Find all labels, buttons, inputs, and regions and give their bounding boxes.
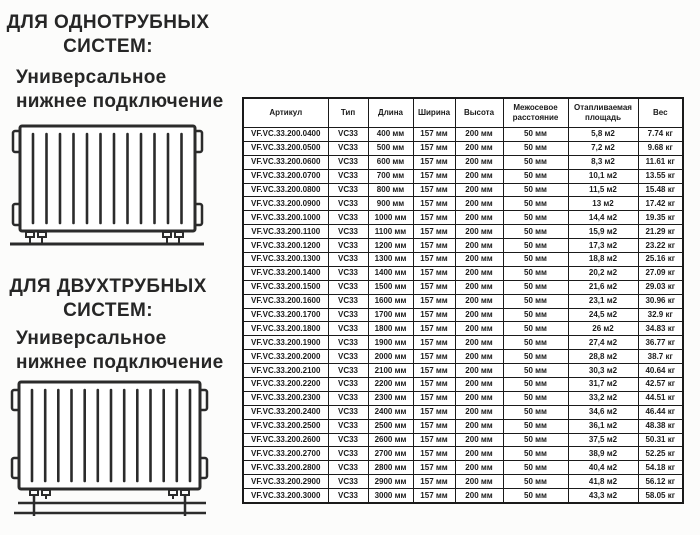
cell-heated-area: 33,2 м2 [568,391,638,405]
cell-article: VF.VC.33.200.1800 [243,322,328,336]
cell-weight: 34.83 кг [638,322,683,336]
cell-article: VF.VC.33.200.2000 [243,350,328,364]
cell-weight: 36.77 кг [638,336,683,350]
cell-heated-area: 17,3 м2 [568,239,638,253]
table-row [243,155,683,169]
cell-width: 157 мм [413,253,455,267]
cell-article: VF.VC.33.200.2800 [243,461,328,475]
single-pipe-subheading [16,66,236,114]
cell-axial-distance: 50 мм [503,294,568,308]
col-header-heated-area: Отапливаемая площадь [568,98,638,128]
radiator-two-pipe-diagram-icon [8,377,218,519]
two-pipe-subheading-line1: Универсальное [16,328,167,349]
table-row [243,350,683,364]
cell-type: VC33 [328,280,368,294]
cell-height: 200 мм [455,405,503,419]
cell-height: 200 мм [455,197,503,211]
cell-heated-area: 31,7 м2 [568,378,638,392]
cell-heated-area: 14,4 м2 [568,211,638,225]
cell-length: 2500 мм [368,419,413,433]
table-row [243,239,683,253]
cell-type: VC33 [328,169,368,183]
cell-heated-area: 38,9 м2 [568,447,638,461]
cell-heated-area: 24,5 м2 [568,308,638,322]
cell-height: 200 мм [455,225,503,239]
cell-length: 2800 мм [368,461,413,475]
cell-width: 157 мм [413,336,455,350]
cell-weight: 32.9 кг [638,308,683,322]
cell-article: VF.VC.33.200.2100 [243,364,328,378]
cell-height: 200 мм [455,475,503,489]
cell-axial-distance: 50 мм [503,155,568,169]
table-row [243,378,683,392]
cell-axial-distance: 50 мм [503,447,568,461]
table-row [243,461,683,475]
cell-heated-area: 18,8 м2 [568,253,638,267]
cell-length: 500 мм [368,141,413,155]
cell-axial-distance: 50 мм [503,197,568,211]
cell-length: 1400 мм [368,266,413,280]
cell-axial-distance: 50 мм [503,461,568,475]
cell-length: 1900 мм [368,336,413,350]
cell-width: 157 мм [413,433,455,447]
cell-type: VC33 [328,294,368,308]
cell-height: 200 мм [455,141,503,155]
cell-article: VF.VC.33.200.3000 [243,489,328,503]
cell-weight: 17.42 кг [638,197,683,211]
cell-width: 157 мм [413,391,455,405]
two-pipe-heading-line2: СИСТЕМ: [63,300,153,321]
cell-length: 2700 мм [368,447,413,461]
cell-article: VF.VC.33.200.1400 [243,266,328,280]
cell-width: 157 мм [413,447,455,461]
cell-type: VC33 [328,308,368,322]
cell-axial-distance: 50 мм [503,128,568,142]
col-header-type: Тип [328,98,368,128]
cell-width: 157 мм [413,141,455,155]
cell-height: 200 мм [455,447,503,461]
cell-weight: 11.61 кг [638,155,683,169]
cell-axial-distance: 50 мм [503,364,568,378]
cell-article: VF.VC.33.200.0700 [243,169,328,183]
cell-type: VC33 [328,141,368,155]
cell-type: VC33 [328,266,368,280]
cell-type: VC33 [328,183,368,197]
table-row [243,128,683,142]
cell-width: 157 мм [413,322,455,336]
cell-height: 200 мм [455,336,503,350]
cell-article: VF.VC.33.200.0600 [243,155,328,169]
cell-width: 157 мм [413,475,455,489]
cell-length: 1700 мм [368,308,413,322]
cell-width: 157 мм [413,294,455,308]
radiator-single-pipe-diagram-icon [8,114,218,250]
cell-article: VF.VC.33.200.0500 [243,141,328,155]
cell-weight: 7.74 кг [638,128,683,142]
cell-axial-distance: 50 мм [503,322,568,336]
cell-heated-area: 30,3 м2 [568,364,638,378]
cell-axial-distance: 50 мм [503,405,568,419]
cell-width: 157 мм [413,239,455,253]
cell-weight: 27.09 кг [638,266,683,280]
cell-article: VF.VC.33.200.0400 [243,128,328,142]
cell-weight: 29.03 кг [638,280,683,294]
cell-height: 200 мм [455,378,503,392]
cell-width: 157 мм [413,155,455,169]
cell-article: VF.VC.33.200.1700 [243,308,328,322]
cell-width: 157 мм [413,128,455,142]
cell-height: 200 мм [455,253,503,267]
col-header-axial-distance: Межосевое расстояние [503,98,568,128]
cell-type: VC33 [328,475,368,489]
cell-weight: 48.38 кг [638,419,683,433]
table-row [243,183,683,197]
two-pipe-subheading [16,327,236,375]
cell-type: VC33 [328,391,368,405]
cell-weight: 46.44 кг [638,405,683,419]
cell-width: 157 мм [413,364,455,378]
cell-length: 3000 мм [368,489,413,503]
cell-type: VC33 [328,447,368,461]
cell-weight: 50.31 кг [638,433,683,447]
table-row [243,211,683,225]
cell-length: 2600 мм [368,433,413,447]
cell-heated-area: 43,3 м2 [568,489,638,503]
cell-axial-distance: 50 мм [503,225,568,239]
cell-axial-distance: 50 мм [503,378,568,392]
table-row [243,294,683,308]
cell-height: 200 мм [455,183,503,197]
cell-type: VC33 [328,155,368,169]
table-row [243,266,683,280]
two-pipe-heading [2,275,214,323]
cell-length: 1300 мм [368,253,413,267]
cell-axial-distance: 50 мм [503,169,568,183]
cell-type: VC33 [328,239,368,253]
cell-length: 900 мм [368,197,413,211]
cell-height: 200 мм [455,294,503,308]
cell-axial-distance: 50 мм [503,419,568,433]
single-pipe-heading-line1: ДЛЯ ОДНОТРУБНЫХ [6,12,210,33]
cell-width: 157 мм [413,489,455,503]
cell-article: VF.VC.33.200.2600 [243,433,328,447]
cell-width: 157 мм [413,211,455,225]
cell-weight: 54.18 кг [638,461,683,475]
cell-height: 200 мм [455,489,503,503]
cell-article: VF.VC.33.200.1500 [243,280,328,294]
cell-height: 200 мм [455,419,503,433]
cell-article: VF.VC.33.200.2500 [243,419,328,433]
cell-weight: 9.68 кг [638,141,683,155]
cell-width: 157 мм [413,266,455,280]
cell-type: VC33 [328,378,368,392]
cell-heated-area: 5,8 м2 [568,128,638,142]
cell-type: VC33 [328,197,368,211]
cell-height: 200 мм [455,308,503,322]
cell-type: VC33 [328,489,368,503]
cell-type: VC33 [328,405,368,419]
cell-height: 200 мм [455,433,503,447]
cell-axial-distance: 50 мм [503,183,568,197]
cell-width: 157 мм [413,225,455,239]
cell-width: 157 мм [413,461,455,475]
table-row [243,225,683,239]
cell-heated-area: 20,2 м2 [568,266,638,280]
col-header-article: Артикул [243,98,328,128]
cell-heated-area: 37,5 м2 [568,433,638,447]
cell-heated-area: 34,6 м2 [568,405,638,419]
cell-article: VF.VC.33.200.1000 [243,211,328,225]
cell-weight: 58.05 кг [638,489,683,503]
cell-height: 200 мм [455,155,503,169]
cell-weight: 40.64 кг [638,364,683,378]
table-row [243,322,683,336]
cell-heated-area: 28,8 м2 [568,350,638,364]
cell-height: 200 мм [455,211,503,225]
cell-height: 200 мм [455,461,503,475]
cell-height: 200 мм [455,364,503,378]
cell-article: VF.VC.33.200.2400 [243,405,328,419]
cell-heated-area: 15,9 м2 [568,225,638,239]
cell-article: VF.VC.33.200.1100 [243,225,328,239]
table-row [243,308,683,322]
cell-heated-area: 36,1 м2 [568,419,638,433]
table-row [243,364,683,378]
cell-height: 200 мм [455,350,503,364]
col-header-weight: Вес [638,98,683,128]
cell-axial-distance: 50 мм [503,489,568,503]
cell-length: 2300 мм [368,391,413,405]
col-header-width: Ширина [413,98,455,128]
cell-length: 800 мм [368,183,413,197]
cell-article: VF.VC.33.200.0800 [243,183,328,197]
cell-axial-distance: 50 мм [503,308,568,322]
table-row [243,433,683,447]
table-row [243,253,683,267]
cell-height: 200 мм [455,266,503,280]
cell-article: VF.VC.33.200.2300 [243,391,328,405]
cell-weight: 25.16 кг [638,253,683,267]
cell-weight: 21.29 кг [638,225,683,239]
cell-axial-distance: 50 мм [503,336,568,350]
two-pipe-heading-line1: ДЛЯ ДВУХТРУБНЫХ [9,276,207,297]
cell-type: VC33 [328,128,368,142]
cell-height: 200 мм [455,169,503,183]
cell-length: 400 мм [368,128,413,142]
cell-width: 157 мм [413,419,455,433]
table-row [243,489,683,503]
cell-weight: 23.22 кг [638,239,683,253]
cell-type: VC33 [328,225,368,239]
cell-axial-distance: 50 мм [503,433,568,447]
cell-axial-distance: 50 мм [503,211,568,225]
cell-article: VF.VC.33.200.2200 [243,378,328,392]
cell-weight: 42.57 кг [638,378,683,392]
cell-heated-area: 41,8 м2 [568,475,638,489]
cell-article: VF.VC.33.200.1600 [243,294,328,308]
cell-article: VF.VC.33.200.0900 [243,197,328,211]
table-row [243,169,683,183]
cell-width: 157 мм [413,378,455,392]
table-header-row [243,98,683,128]
cell-width: 157 мм [413,308,455,322]
cell-length: 1600 мм [368,294,413,308]
cell-type: VC33 [328,419,368,433]
cell-weight: 19.35 кг [638,211,683,225]
cell-length: 2000 мм [368,350,413,364]
cell-height: 200 мм [455,280,503,294]
cell-axial-distance: 50 мм [503,391,568,405]
table-row [243,447,683,461]
cell-height: 200 мм [455,322,503,336]
cell-axial-distance: 50 мм [503,266,568,280]
cell-width: 157 мм [413,197,455,211]
cell-heated-area: 26 м2 [568,322,638,336]
cell-article: VF.VC.33.200.2700 [243,447,328,461]
cell-type: VC33 [328,350,368,364]
cell-height: 200 мм [455,391,503,405]
single-pipe-subheading-line2: нижнее подключение [16,91,224,112]
cell-weight: 38.7 кг [638,350,683,364]
cell-axial-distance: 50 мм [503,253,568,267]
cell-height: 200 мм [455,239,503,253]
cell-length: 600 мм [368,155,413,169]
table-row [243,280,683,294]
cell-heated-area: 13 м2 [568,197,638,211]
single-pipe-heading [2,11,214,59]
table-row [243,391,683,405]
cell-type: VC33 [328,364,368,378]
two-pipe-subheading-line2: нижнее подключение [16,352,224,373]
cell-axial-distance: 50 мм [503,141,568,155]
cell-length: 2200 мм [368,378,413,392]
cell-width: 157 мм [413,183,455,197]
cell-length: 1000 мм [368,211,413,225]
cell-weight: 52.25 кг [638,447,683,461]
cell-length: 2900 мм [368,475,413,489]
cell-length: 1800 мм [368,322,413,336]
cell-heated-area: 21,6 м2 [568,280,638,294]
cell-length: 2400 мм [368,405,413,419]
table-row [243,475,683,489]
cell-length: 1200 мм [368,239,413,253]
cell-article: VF.VC.33.200.1200 [243,239,328,253]
cell-width: 157 мм [413,350,455,364]
cell-type: VC33 [328,433,368,447]
cell-type: VC33 [328,461,368,475]
cell-weight: 30.96 кг [638,294,683,308]
table-row [243,141,683,155]
cell-article: VF.VC.33.200.2900 [243,475,328,489]
cell-type: VC33 [328,211,368,225]
table-row [243,197,683,211]
cell-width: 157 мм [413,280,455,294]
cell-heated-area: 40,4 м2 [568,461,638,475]
single-pipe-heading-line2: СИСТЕМ: [63,36,153,57]
cell-weight: 13.55 кг [638,169,683,183]
cell-axial-distance: 50 мм [503,350,568,364]
radiator-spec-table [242,97,684,504]
cell-type: VC33 [328,322,368,336]
cell-article: VF.VC.33.200.1300 [243,253,328,267]
cell-length: 2100 мм [368,364,413,378]
cell-axial-distance: 50 мм [503,239,568,253]
cell-heated-area: 8,3 м2 [568,155,638,169]
col-header-length: Длина [368,98,413,128]
cell-heated-area: 7,2 м2 [568,141,638,155]
table-row [243,405,683,419]
cell-height: 200 мм [455,128,503,142]
cell-weight: 15.48 кг [638,183,683,197]
cell-length: 1500 мм [368,280,413,294]
cell-heated-area: 11,5 м2 [568,183,638,197]
cell-weight: 56.12 кг [638,475,683,489]
single-pipe-subheading-line1: Универсальное [16,67,167,88]
cell-type: VC33 [328,253,368,267]
cell-heated-area: 23,1 м2 [568,294,638,308]
cell-weight: 44.51 кг [638,391,683,405]
cell-length: 700 мм [368,169,413,183]
cell-width: 157 мм [413,169,455,183]
cell-axial-distance: 50 мм [503,280,568,294]
table-row [243,336,683,350]
cell-width: 157 мм [413,405,455,419]
cell-axial-distance: 50 мм [503,475,568,489]
cell-length: 1100 мм [368,225,413,239]
cell-heated-area: 10,1 м2 [568,169,638,183]
cell-heated-area: 27,4 м2 [568,336,638,350]
cell-article: VF.VC.33.200.1900 [243,336,328,350]
table-row [243,419,683,433]
col-header-height: Высота [455,98,503,128]
cell-type: VC33 [328,336,368,350]
